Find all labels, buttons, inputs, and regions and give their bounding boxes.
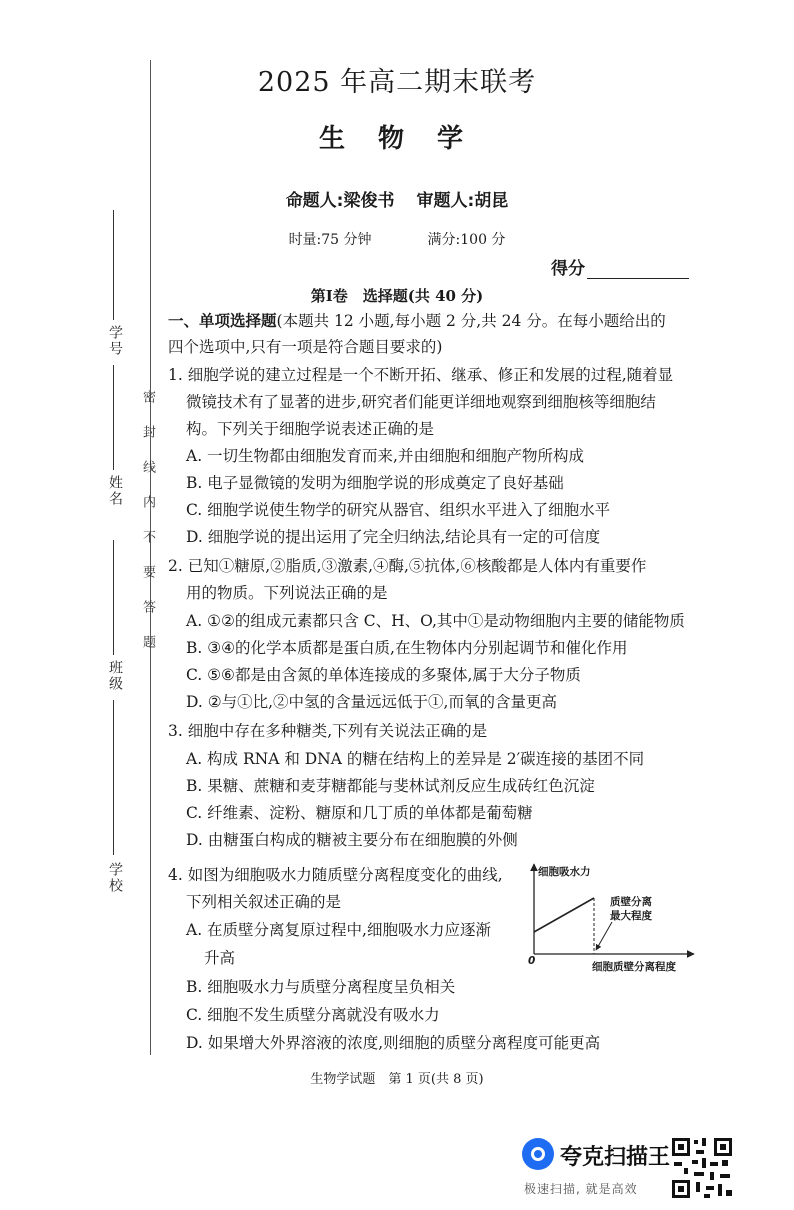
figure-origin-label: 0 xyxy=(528,955,536,967)
page-footer: 生物学试题 第 1 页(共 8 页) xyxy=(310,1072,484,1087)
q4-stem-line-1: 4. 如图为细胞吸水力随质壁分离程度变化的曲线, xyxy=(168,866,503,884)
setter: 命题人:梁俊书 xyxy=(285,191,395,211)
score-blank xyxy=(587,262,689,279)
section-title: 第Ⅰ卷 选择题(共 40 分) xyxy=(310,287,484,305)
q4-figure xyxy=(520,858,700,976)
q2-option-c: C. ⑤⑥都是由含氮的单体连接成的多聚体,属于大分子物质 xyxy=(186,666,581,684)
q3-stem-line-1: 3. 细胞中存在多种糖类,下列有关说法正确的是 xyxy=(168,722,488,740)
score-field xyxy=(551,254,689,279)
q2-option-d: D. ②与①比,②中氢的含量远远低于①,而氧的含量更高 xyxy=(186,693,557,711)
time-limit: 时量:75 分钟 xyxy=(288,232,372,248)
q1-option-c: C. 细胞学说使生物学的研究从器官、组织水平进入了细胞水平 xyxy=(186,501,611,519)
q2-stem-line-2: 用的物质。下列说法正确的是 xyxy=(186,584,388,602)
seal-line-text: 密封线内不要答题 xyxy=(140,390,155,670)
annotation-arrow xyxy=(596,922,612,950)
q1-option-d: D. 细胞学说的提出运用了完全归纳法,结论具有一定的可信度 xyxy=(186,528,601,546)
q1-stem-line-2: 微镜技术有了显著的进步,研究者们能更详细地观察到细胞核等细胞结 xyxy=(186,393,656,411)
q1-option-a: A. 一切生物都由细胞发育而来,并由细胞和细胞产物所构成 xyxy=(186,447,584,465)
figure-annotation-2: 最大程度 xyxy=(610,910,652,922)
authors-line xyxy=(0,186,794,211)
figure-x-label: 细胞质壁分离程度 xyxy=(592,961,676,973)
curve-line xyxy=(534,898,594,932)
q1-stem-line-1: 1. 细胞学说的建立过程是一个不断开拓、继承、修正和发展的过程,随着显 xyxy=(168,366,674,384)
timing-line xyxy=(0,229,794,249)
class-blank xyxy=(113,540,114,655)
q2-option-b: B. ③④的化学本质都是蛋白质,在生物体内分别起调节和催化作用 xyxy=(186,639,628,657)
part-title: 一、单项选择题 xyxy=(168,311,277,330)
name-blank xyxy=(113,365,114,470)
figure-annotation-1: 质壁分离 xyxy=(610,896,652,908)
school-label: 学校 xyxy=(107,862,123,894)
q3-option-c: C. 纤维素、淀粉、糖原和几丁质的单体都是葡萄糖 xyxy=(186,804,533,822)
part-note-1: (本题共 12 小题,每小题 2 分,共 24 分。在每小题给出的 xyxy=(276,312,666,330)
q4-option-d: D. 如果增大外界溶液的浓度,则细胞的质壁分离程度可能更高 xyxy=(186,1034,601,1052)
q4-option-c: C. 细胞不发生质壁分离就没有吸水力 xyxy=(186,1006,440,1024)
qr-code-icon xyxy=(670,1136,734,1200)
q4-option-a: A. 在质壁分离复原过程中,细胞吸水力应逐渐 xyxy=(186,921,491,939)
school-blank xyxy=(113,700,114,855)
part-heading xyxy=(168,311,666,331)
full-score: 满分:100 分 xyxy=(427,232,506,248)
student-id-label: 学号 xyxy=(107,325,123,357)
score-label: 得分 xyxy=(551,259,585,279)
q4-stem-line-2: 下列相关叙述正确的是 xyxy=(186,893,342,911)
q4-option-a-cont: 升高 xyxy=(204,949,236,967)
name-label: 姓名 xyxy=(107,475,123,507)
part-note-2: 四个选项中,只有一项是符合题目要求的) xyxy=(168,338,443,356)
q4-option-b: B. 细胞吸水力与质壁分离程度呈负相关 xyxy=(186,978,456,996)
q3-option-b: B. 果糖、蔗糖和麦芽糖都能与斐林试剂反应生成砖红色沉淀 xyxy=(186,777,595,795)
q3-option-d: D. 由糖蛋白构成的糖被主要分布在细胞膜的外侧 xyxy=(186,831,518,849)
scanner-brand: 夸克扫描王 xyxy=(560,1145,671,1170)
q1-stem-line-3: 构。下列关于细胞学说表述正确的是 xyxy=(186,420,435,438)
q3-option-a: A. 构成 RNA 和 DNA 的糖在结构上的差异是 2′碳连接的基团不同 xyxy=(186,750,645,768)
exam-title: 2025 年高二期末联考 xyxy=(257,67,537,98)
subject-title: 生 物 学 xyxy=(318,124,476,154)
scanner-logo-icon xyxy=(522,1138,554,1170)
scanner-slogan: 极速扫描, 就是高效 xyxy=(524,1182,638,1196)
q1-option-b: B. 电子显微镜的发明为细胞学说的形成奠定了良好基础 xyxy=(186,474,564,492)
class-label: 班级 xyxy=(107,660,123,692)
q2-stem-line-1: 2. 已知①糖原,②脂质,③激素,④酶,⑤抗体,⑥核酸都是人体内有重要作 xyxy=(168,557,647,575)
figure-y-label: 细胞吸水力 xyxy=(538,866,591,878)
reviewer: 审题人:胡昆 xyxy=(416,191,509,211)
q2-option-a: A. ①②的组成元素都只含 C、H、O,其中①是动物细胞内主要的储能物质 xyxy=(186,612,685,630)
